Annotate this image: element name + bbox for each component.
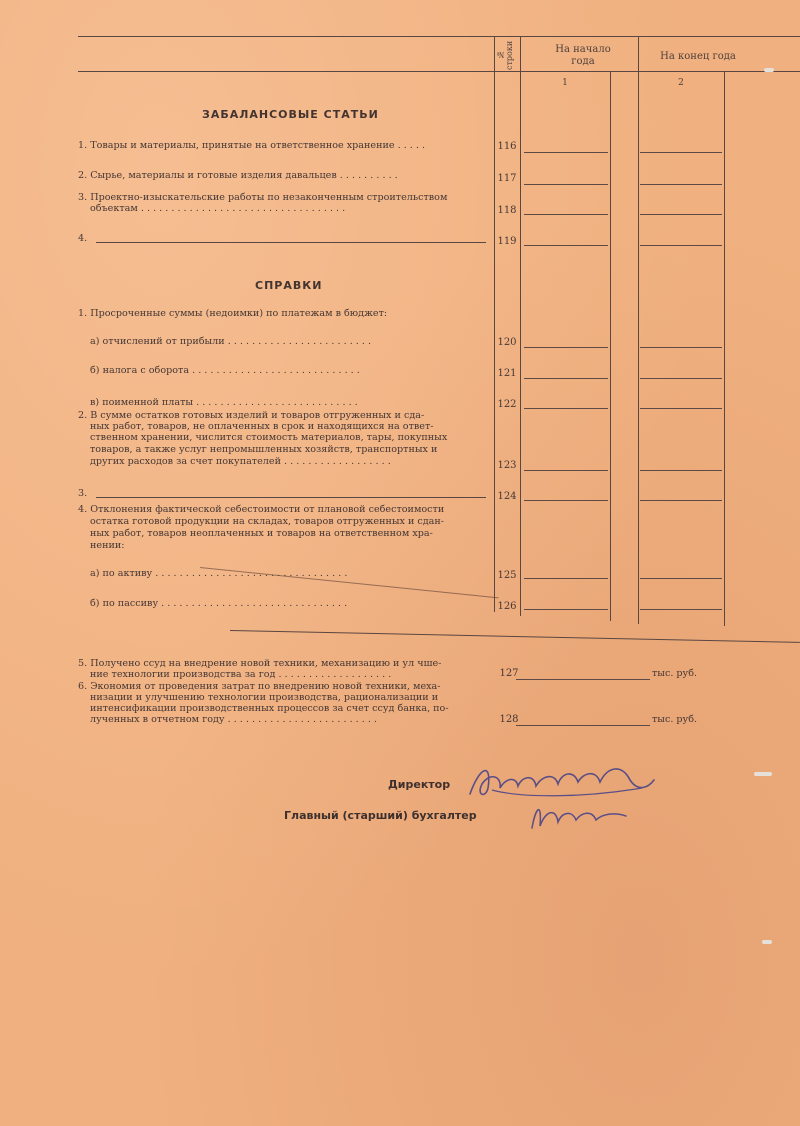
row-120-label: а) отчислений от прибыли . . . . . . . . . . . . . . . . . . . . . . . . <box>90 336 372 347</box>
item-4-line-2: остатка готовой продукции на складах, товаров отгруженных и сдан- <box>90 516 445 527</box>
row-118-label-cont: объектам . . . . . . . . . . . . . . . . . . . . . . . . . . . . . . . . . . <box>90 203 346 214</box>
item-6-line-2: низации и улучшению технологии производства, рационализации и <box>90 692 439 703</box>
row-123-code: 123 <box>497 460 517 471</box>
row-122-cell-start <box>524 408 608 409</box>
row-118-cell-start <box>524 214 608 215</box>
item-2-line-3: ственном хранении, числится стоимость материалов, тары, покупных <box>90 432 448 443</box>
row-120-code: 120 <box>497 337 517 348</box>
item-6-line-1: 6. Экономия от проведения затрат по внедрению новой техники, меха- <box>78 681 441 692</box>
table-top-border <box>78 36 800 37</box>
row-126-label: б) по пассиву . . . . . . . . . . . . . . . . . . . . . . . . . . . . . . . <box>90 598 348 609</box>
row-121-label: б) налога с оборота . . . . . . . . . . . . . . . . . . . . . . . . . . . . <box>90 365 360 376</box>
row-120-cell-end <box>640 347 722 348</box>
column-divider-sub1 <box>610 71 611 621</box>
item-3-label: 3. <box>78 488 88 499</box>
row-124-cell-end <box>640 500 722 501</box>
section-title-references: СПРАВКИ <box>255 279 323 292</box>
row-123-cell-end <box>640 470 722 471</box>
item-2-line-1: 2. В сумме остатков готовых изделий и товаров отгруженных и сда- <box>78 410 425 421</box>
item-2-line-2: ных работ, товаров, не оплаченных в срок и находящихся на ответ- <box>90 421 434 432</box>
row-116-label: 1. Товары и материалы, принятые на ответственное хранение . . . . . <box>78 140 426 151</box>
row-117-cell-start <box>524 184 608 185</box>
row-119-cell-end <box>640 245 722 246</box>
row-119-cell-start <box>524 245 608 246</box>
row-126-cell-start <box>524 609 608 610</box>
row-122-code: 122 <box>497 399 517 410</box>
director-label: Директор <box>388 778 451 791</box>
header-bottom-border <box>78 71 800 72</box>
row-128-code: 128 <box>499 714 519 725</box>
row-118-cell-end <box>640 214 722 215</box>
item-4-line-4: нении: <box>90 540 125 551</box>
row-124-cell-start <box>524 500 608 501</box>
row-117-label: 2. Сырье, материалы и готовые изделия давальцев . . . . . . . . . . <box>78 170 398 181</box>
binder-hole-top <box>764 68 774 72</box>
item-4-line-3: ных работ, товаров неоплаченных и товаров на ответственном хра- <box>90 528 433 539</box>
accountant-label: Главный (старший) бухгалтер <box>284 809 477 822</box>
row-117-cell-end <box>640 184 722 185</box>
column-divider-sub2 <box>724 71 725 626</box>
row-125-code: 125 <box>497 570 517 581</box>
row-119-label: 4. <box>78 233 88 244</box>
header-start-of-year: На начало года <box>555 44 611 67</box>
item-4-line-1: 4. Отклонения фактической себестоимости от плановой себестоимости <box>78 504 445 515</box>
row-125-cell-start <box>524 578 608 579</box>
row-121-cell-end <box>640 378 722 379</box>
row-121-cell-start <box>524 378 608 379</box>
section-title-off-balance: ЗАБАЛАНСОВЫЕ СТАТЬИ <box>202 108 379 121</box>
row-128-blank <box>516 725 650 726</box>
row-126-code: 126 <box>497 601 517 612</box>
row-120-cell-start <box>524 347 608 348</box>
header-row-number: № строки <box>496 40 514 70</box>
header-col-2: 2 <box>678 78 684 88</box>
header-end-of-year: На конец года <box>660 51 736 62</box>
row-118-code: 118 <box>497 205 517 216</box>
binder-hole-mid <box>754 772 772 776</box>
item-3-blank-line <box>96 497 486 498</box>
accountant-signature <box>526 798 636 834</box>
row-116-cell-start <box>524 152 608 153</box>
row-128-unit: тыс. руб. <box>652 714 698 725</box>
column-divider-start <box>638 36 639 624</box>
row-119-code: 119 <box>497 236 517 247</box>
item-2-line-4: товаров, а также услуг непромышленных хозяйств, транспортных и <box>90 444 438 455</box>
tear-line <box>230 630 800 643</box>
row-117-code: 117 <box>497 173 517 184</box>
row-127-blank <box>516 679 650 680</box>
row-116-code: 116 <box>497 141 517 152</box>
row-116-cell-end <box>640 152 722 153</box>
header-col-1: 1 <box>562 78 568 88</box>
item-5-line-1: 5. Получено ссуд на внедрение новой техники, механизацию и ул чше- <box>78 658 442 669</box>
row-126-cell-end <box>640 609 722 610</box>
item-1-intro: 1. Просроченные суммы (недоимки) по платежам в бюджет: <box>78 308 388 319</box>
row-119-blank-line <box>96 242 486 243</box>
row-122-cell-end <box>640 408 722 409</box>
row-125-cell-end <box>640 578 722 579</box>
row-123-cell-start <box>524 470 608 471</box>
row-121-code: 121 <box>497 368 517 379</box>
column-divider-code-right <box>520 36 521 616</box>
row-127-code: 127 <box>499 668 519 679</box>
row-124-code: 124 <box>497 491 517 502</box>
row-118-label: 3. Проектно-изыскательские работы по незаконченным строительством <box>78 192 448 203</box>
item-2-line-5: других расходов за счет покупателей . . . . . . . . . . . . . . . . . . <box>90 456 391 467</box>
binder-hole-bottom <box>762 940 772 944</box>
row-125-label: а) по активу . . . . . . . . . . . . . . . . . . . . . . . . . . . . . . . . <box>90 568 348 579</box>
column-divider-code <box>494 36 495 612</box>
item-5-line-2: ние технологии производства за год . . . . . . . . . . . . . . . . . . . <box>90 669 392 680</box>
item-6-line-4: лученных в отчетном году . . . . . . . . . . . . . . . . . . . . . . . . . <box>90 714 378 725</box>
item-6-line-3: интенсификации производственных процессов за счет ссуд банка, по- <box>90 703 449 714</box>
row-127-unit: тыс. руб. <box>652 668 698 679</box>
row-122-label: в) поименной платы . . . . . . . . . . . . . . . . . . . . . . . . . . . <box>90 397 358 408</box>
